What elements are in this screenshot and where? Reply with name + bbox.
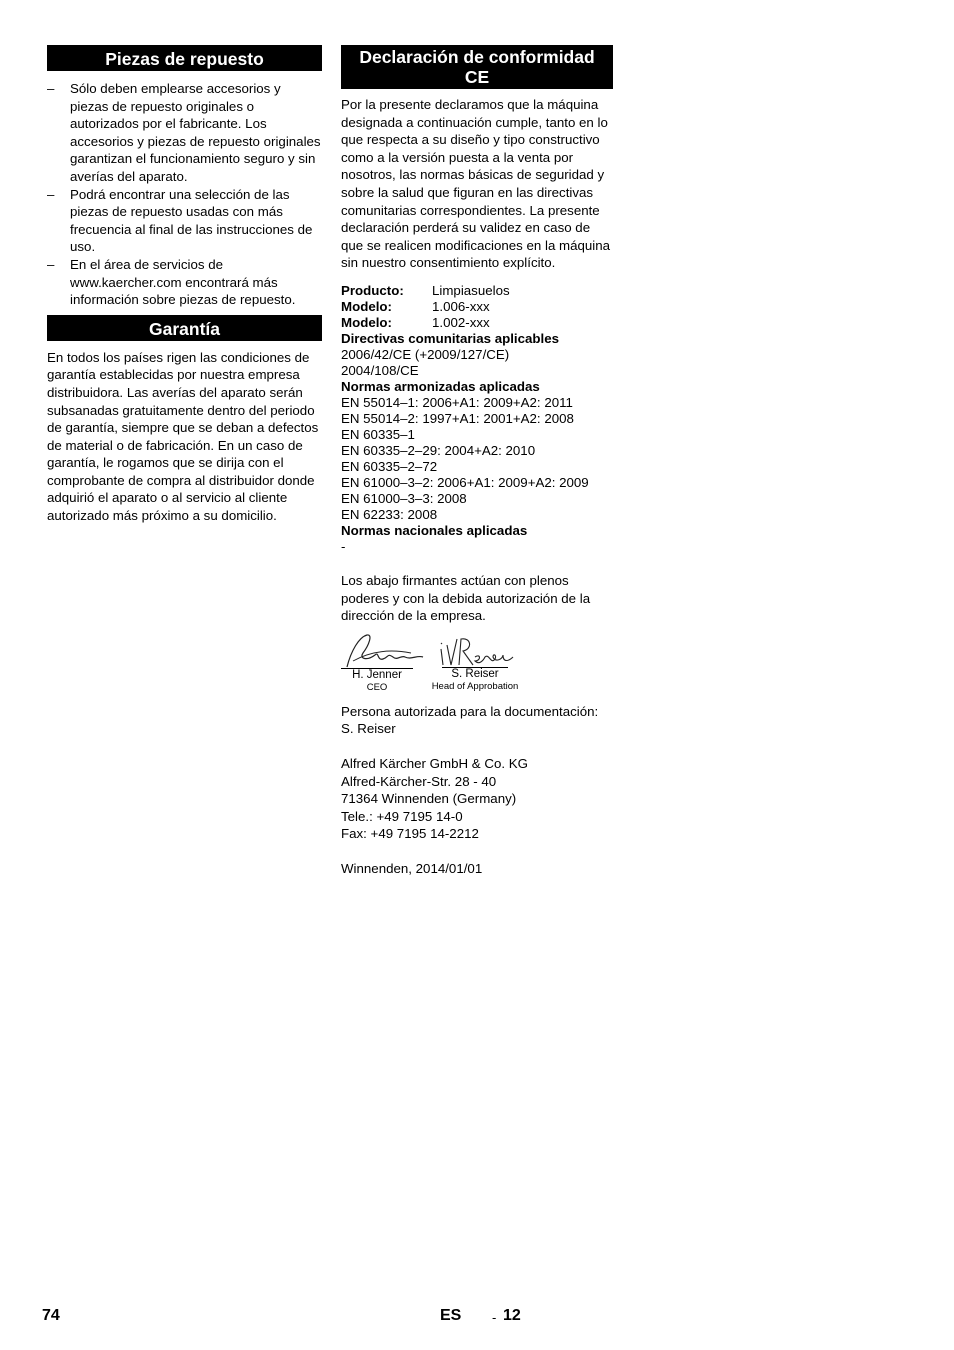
address-line: Alfred Kärcher GmbH & Co. KG — [341, 755, 528, 771]
harmonized-item: EN 55014–2: 1997+A1: 2001+A2: 2008 — [341, 410, 574, 426]
product-value: Limpiasuelos — [432, 282, 510, 298]
address-line: 71364 Winnenden (Germany) — [341, 791, 517, 807]
warranty-text: En todos los países rigen las condiciones de garantía establecidas por nuestra empresa distribuidora. Las averías del aparato serán subsanadas gratuitamente dentro del periodo de garantía, siempre que se deban a defectos de material o de fabricación. En un caso de garantía, le rogamos que se dirija con el comprobante de compra al distribuidor donde adquirió el aparato o al servicio al cliente autorizado más próximo a su domicilio. — [47, 349, 319, 524]
model-row — [341, 315, 613, 331]
signatory-name: H. Jenner — [341, 668, 413, 682]
declaration-heading-line1: Declaración de conformidad — [359, 47, 595, 67]
signature-jenner — [341, 631, 413, 694]
company-address — [341, 755, 613, 843]
national-label: Normas nacionales aplicadas — [341, 522, 528, 538]
product-row — [341, 283, 613, 299]
spare-parts-heading: Piezas de repuesto — [47, 45, 322, 71]
signatories-text: Los abajo firmantes actúan con plenos poderes y con la debida autorización de la dirección de la empresa. — [341, 572, 591, 624]
signatory-role: CEO — [366, 681, 388, 693]
handwritten-signature-jenner — [341, 631, 427, 671]
product-label: Producto: — [341, 282, 404, 298]
model-row — [341, 299, 613, 315]
dash-marker: – — [47, 186, 55, 202]
harmonized-item: EN 60335–1 — [341, 426, 415, 442]
dash-marker: – — [47, 256, 55, 272]
sub-page-prefix: - — [492, 1310, 497, 1325]
signature-block — [341, 631, 613, 701]
directive-item: 2006/42/CE (+2009/127/CE) — [341, 346, 510, 362]
harmonized-item: EN 60335–2–72 — [341, 458, 438, 474]
harmonized-label: Normas armonizadas aplicadas — [341, 378, 540, 394]
national-value: - — [341, 538, 346, 554]
declaration-heading — [341, 45, 613, 89]
directive-item: 2004/108/CE — [341, 362, 419, 378]
address-line: Tele.: +49 7195 14-0 — [341, 808, 463, 824]
model-value: 1.002-xxx — [432, 314, 490, 330]
harmonized-item: EN 60335–2–29: 2004+A2: 2010 — [341, 442, 536, 458]
signatory-role: Head of Approbation — [431, 680, 519, 692]
harmonized-item: EN 61000–3–3: 2008 — [341, 490, 467, 506]
language-code: ES — [440, 1307, 462, 1324]
model-label: Modelo: — [341, 314, 392, 330]
model-value: 1.006-xxx — [432, 298, 490, 314]
dash-marker: – — [47, 81, 55, 96]
model-label: Modelo: — [341, 298, 392, 314]
signature-reiser — [431, 631, 519, 693]
place-date: Winnenden, 2014/01/01 — [341, 860, 483, 876]
address-line: Fax: +49 7195 14-2212 — [341, 826, 479, 842]
page-number: 74 — [42, 1307, 60, 1324]
list-item: – En el área de servicios de www.kaercher.com encontrará más información sobre piezas de repuesto. — [47, 256, 296, 308]
sub-page-number: 12 — [503, 1307, 521, 1324]
spec-block — [341, 283, 613, 555]
harmonized-item: EN 61000–3–2: 2006+A1: 2009+A2: 2009 — [341, 474, 589, 490]
signatory-name: S. Reiser — [442, 667, 508, 681]
handwritten-signature-reiser — [437, 631, 517, 671]
list-item: – Podrá encontrar una selección de las piezas de repuesto usadas con más frecuencia al final de las instrucciones de uso. — [47, 186, 313, 255]
harmonized-item: EN 62233: 2008 — [341, 506, 438, 522]
harmonized-item: EN 55014–1: 2006+A1: 2009+A2: 2011 — [341, 394, 573, 410]
declaration-heading-line2: CE — [464, 67, 490, 87]
right-column — [341, 45, 613, 877]
warranty-heading: Garantía — [47, 315, 322, 341]
list-item: – Sólo deben emplearse accesorios y piezas de repuesto originales o autorizados por el fabricante. Los accesorios y piezas de repuesto originales garantizan el funcionamiento seguro y sin averías del aparato. — [47, 81, 321, 184]
authorized-name: S. Reiser — [341, 721, 396, 737]
directives-label: Directivas comunitarias aplicables — [341, 330, 560, 346]
left-column — [47, 45, 322, 525]
declaration-intro: Por la presente declaramos que la máquina designada a continuación cumple, tanto en lo que respecta a su diseño y tipo constructivo como a la versión puesta a la venta por nosotros, las normas básicas de seguridad y sobre la salud que figuran en las directivas comunitarias correspondientes. La presente declaración perderá su validez en caso de que se realicen modificaciones en la máquina sin nuestro consentimiento explícito. — [341, 97, 611, 271]
address-line: Alfred-Kärcher-Str. 28 - 40 — [341, 773, 497, 789]
authorized-text: Persona autorizada para la documentación: — [341, 703, 599, 719]
spare-parts-list — [47, 80, 322, 309]
